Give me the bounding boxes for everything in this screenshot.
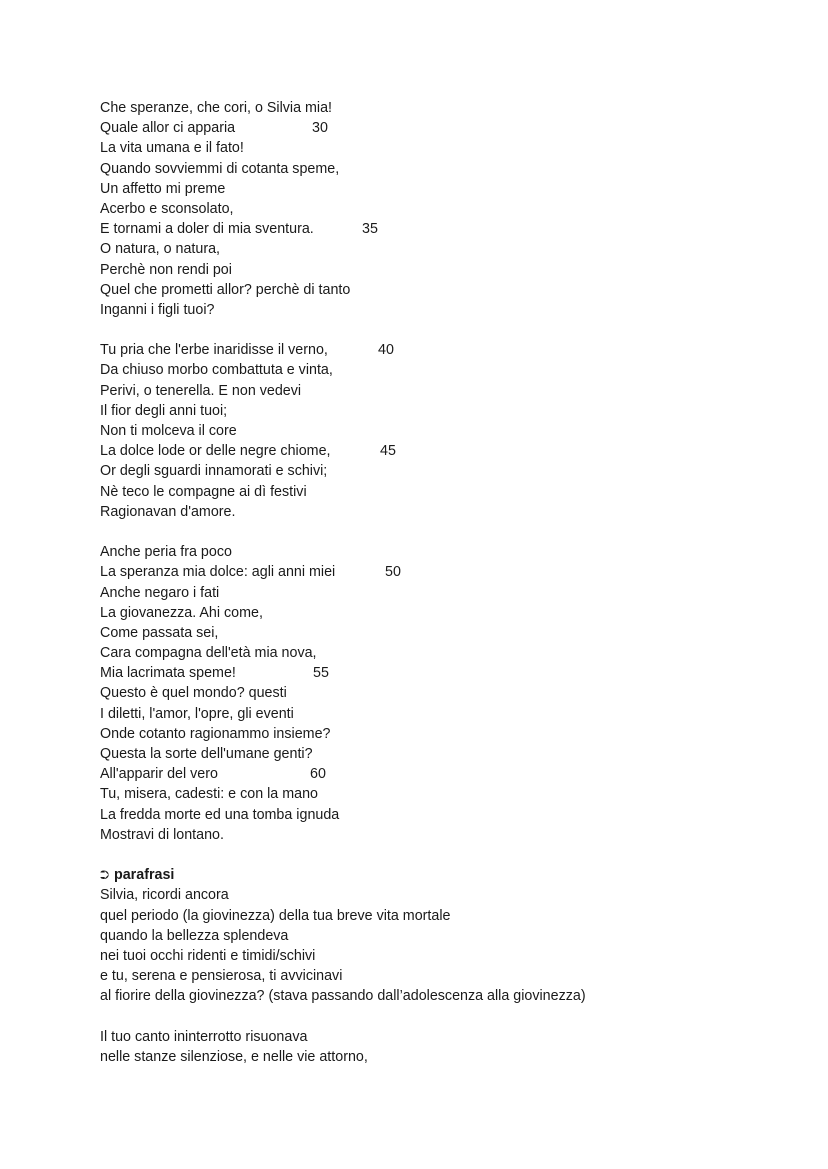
parafrasi-heading bbox=[100, 865, 800, 885]
verse-line: Non ti molceva il core bbox=[100, 423, 237, 439]
verse-line: Anche peria fra poco bbox=[100, 544, 232, 561]
stanza-gap bbox=[100, 320, 800, 340]
stanza-gap bbox=[100, 845, 800, 865]
prose-line: nelle stanze silenziose, e nelle vie attorno, bbox=[100, 1048, 368, 1065]
verse-line: Perchè non rendi poi bbox=[100, 261, 232, 278]
verse-line: Che speranze, che cori, o Silvia mia! bbox=[100, 100, 333, 116]
line-number: 50 bbox=[385, 564, 401, 581]
verse-line: Quel che prometti allor? perchè di tanto bbox=[100, 281, 351, 298]
parafrasi-section bbox=[100, 865, 800, 1067]
verse-line: Perivi, o tenerella. E non vedevi bbox=[100, 382, 302, 399]
verse-line: Ragionavan d'amore. bbox=[100, 503, 236, 520]
arrow-right-hook-icon: ⮊ bbox=[100, 868, 110, 883]
verse-line: Mostravi di lontano. bbox=[100, 826, 224, 843]
verse-line: Anche negaro i fati bbox=[100, 584, 220, 601]
verse-line: La dolce lode or delle negre chiome, 45 bbox=[100, 441, 800, 461]
line-number: 45 bbox=[380, 443, 396, 460]
prose-line: quando la bellezza splendeva bbox=[100, 927, 289, 944]
verse-line: La giovanezza. Ahi come, bbox=[100, 604, 263, 621]
verse-line: Quale allor ci apparia 30 bbox=[100, 118, 800, 138]
verse-line: Onde cotanto ragionammo insieme? bbox=[100, 725, 331, 742]
prose-line: quel periodo (la giovinezza) della tua breve vita mortale bbox=[100, 907, 451, 924]
verse-line: I diletti, l'amor, l'opre, gli eventi bbox=[100, 705, 294, 722]
line-number: 30 bbox=[312, 120, 328, 137]
verse-line: Questa la sorte dell'umane genti? bbox=[100, 746, 313, 762]
verse-line: La vita umana e il fato! bbox=[100, 140, 244, 157]
section-title: parafrasi bbox=[114, 867, 175, 884]
verse-line: Quando sovviemmi di cotanta speme, bbox=[100, 160, 340, 177]
line-number: 35 bbox=[362, 221, 378, 238]
stanza-1 bbox=[100, 98, 800, 320]
prose-line: nei tuoi occhi ridenti e timidi/schivi bbox=[100, 947, 316, 964]
verse-line: La fredda morte ed una tomba ignuda bbox=[100, 806, 340, 823]
line-number: 60 bbox=[310, 766, 326, 783]
verse-line: Da chiuso morbo combattuta e vinta, bbox=[100, 362, 333, 379]
verse-line: Nè teco le compagne ai dì festivi bbox=[100, 483, 307, 500]
prose-line: Il tuo canto ininterrotto risuonava bbox=[100, 1028, 308, 1045]
document-page bbox=[100, 98, 800, 1067]
verse-line: La speranza mia dolce: agli anni miei 50 bbox=[100, 562, 800, 582]
verse-line: Mia lacrimata speme! 55 bbox=[100, 663, 800, 683]
verse-line: All'apparir del vero 60 bbox=[100, 764, 800, 784]
verse-line: Inganni i figli tuoi? bbox=[100, 301, 215, 318]
prose-line: e tu, serena e pensierosa, ti avvicinavi bbox=[100, 968, 343, 985]
verse-line: O natura, o natura, bbox=[100, 241, 221, 258]
verse-line: Tu, misera, cadesti: e con la mano bbox=[100, 786, 318, 803]
verse-line: Tu pria che l'erbe inaridisse il verno, 40 bbox=[100, 340, 800, 360]
verse-line: Acerbo e sconsolato, bbox=[100, 200, 234, 217]
paragraph-gap bbox=[100, 1006, 800, 1026]
verse-line: Questo è quel mondo? questi bbox=[100, 685, 287, 702]
verse-line: Il fior degli anni tuoi; bbox=[100, 402, 228, 419]
verse-line: Un affetto mi preme bbox=[100, 180, 226, 197]
prose-line: Silvia, ricordi ancora bbox=[100, 887, 229, 904]
prose-line: al fiorire della giovinezza? (stava passando dall’adolescenza alla giovinezza) bbox=[100, 988, 586, 1005]
stanza-gap bbox=[100, 522, 800, 542]
verse-line: Cara compagna dell'età mia nova, bbox=[100, 645, 317, 662]
line-number: 55 bbox=[313, 665, 329, 682]
line-number: 40 bbox=[378, 342, 394, 359]
stanza-2 bbox=[100, 340, 800, 522]
verse-line: Come passata sei, bbox=[100, 624, 219, 641]
stanza-3 bbox=[100, 542, 800, 845]
verse-line: Or degli sguardi innamorati e schivi; bbox=[100, 463, 328, 480]
verse-line: E tornami a doler di mia sventura. 35 bbox=[100, 219, 800, 239]
